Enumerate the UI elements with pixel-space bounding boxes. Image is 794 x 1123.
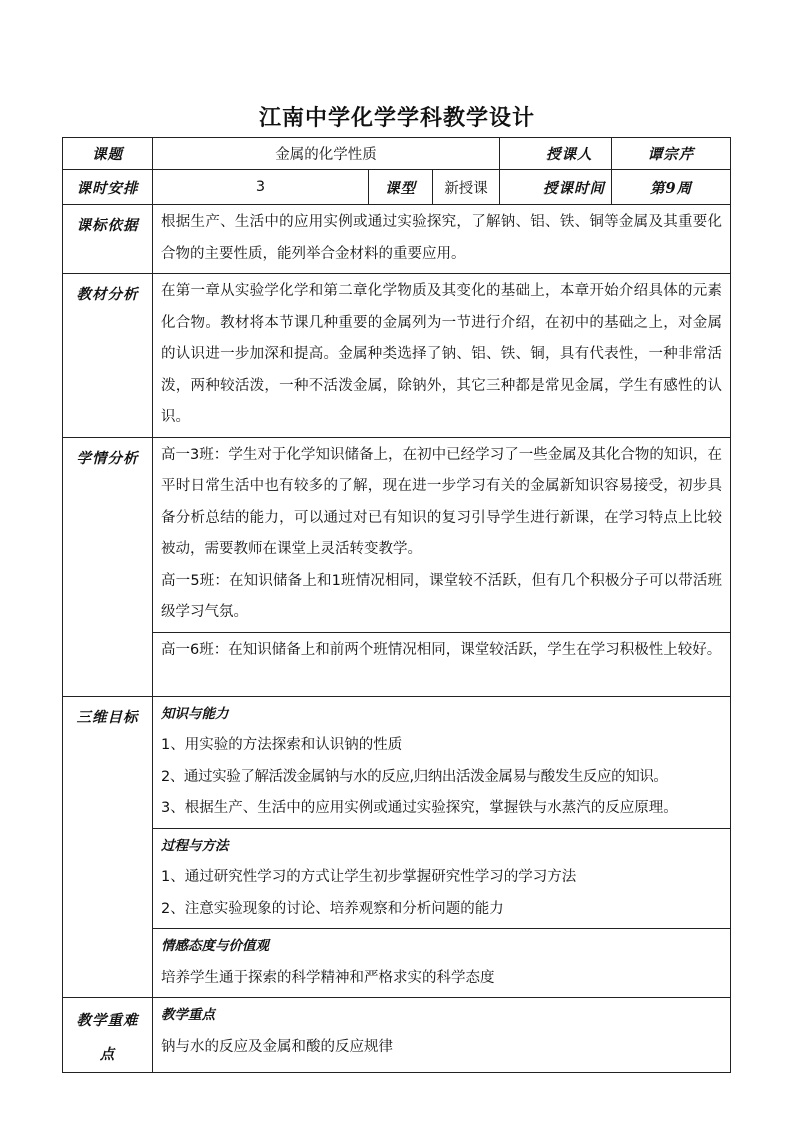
teacher-label: 授课人 bbox=[528, 138, 612, 170]
row-standards bbox=[63, 205, 731, 274]
teacher-value: 谭宗芹 bbox=[612, 138, 731, 170]
attitude-item-1: 培养学生通于探索的科学精神和严格求实的科学态度 bbox=[161, 969, 495, 986]
keypoints-cell bbox=[153, 998, 731, 1073]
keypoints-label: 教学重难点 bbox=[63, 998, 153, 1073]
periods-label: 课时安排 bbox=[63, 170, 153, 205]
process-item-2: 2、注意实验现象的讨论、培养观察和分析问题的能力 bbox=[161, 900, 504, 917]
standards-text: 根据生产、生活中的应用实例或通过实验探究，了解钠、铝、铁、铜等金属及其重要化合物的主要性质，能列举合金材料的重要应用。 bbox=[153, 205, 731, 274]
students-label: 学情分析 bbox=[63, 437, 153, 696]
attitude-heading: 情感态度与价值观 bbox=[161, 938, 269, 954]
students-class5-text: 高一5班：在知识储备上和1班情况相同，课堂较不活跃，但有几个积极分子可以带活班级学习气氛。 bbox=[161, 572, 723, 620]
time-label: 授课时间 bbox=[500, 170, 612, 205]
keypoints-text: 钠与水的反应及金属和酸的反应规律 bbox=[161, 1038, 393, 1055]
row-textbook bbox=[63, 274, 731, 438]
students-class3-5-cell bbox=[153, 437, 731, 632]
type-value: 新授课 bbox=[433, 170, 500, 205]
knowledge-item-1: 1、用实验的方法探索和认识钠的性质 bbox=[161, 737, 403, 753]
row-topic bbox=[63, 138, 731, 170]
goals-knowledge-cell bbox=[153, 696, 731, 828]
row-students-3-5 bbox=[63, 437, 731, 632]
knowledge-item-3: 3、根据生产、生活中的应用实例或通过实验探究，掌握铁与水蒸汽的反应原理。 bbox=[161, 800, 678, 816]
periods-value: 3 bbox=[153, 170, 369, 205]
standards-label: 课标依据 bbox=[63, 205, 153, 274]
goals-label: 三维目标 bbox=[63, 696, 153, 998]
row-goals-attitude bbox=[63, 929, 731, 998]
process-heading: 过程与方法 bbox=[161, 837, 229, 854]
goals-process-cell bbox=[153, 828, 731, 929]
students-class6-text: 高一6班：在知识储备上和前两个班情况相同，课堂较活跃，学生在学习积极性上较好。 bbox=[153, 632, 731, 696]
topic-label: 课题 bbox=[63, 138, 153, 170]
textbook-text: 在第一章从实验学化学和第二章化学物质及其变化的基础上，本章开始介绍具体的元素化合物。教材将本节课几种重要的金属列为一节进行介绍，在初中的基础之上，对金属的认识进一步加深和提高。金属种类选择了钠、铝、铁、铜，具有代表性，一种非常活泼，两种较活泼，一种不活泼金属，除钠外，其它三种都是常见金属，学生有感性的认识。 bbox=[153, 274, 731, 438]
row-keypoints bbox=[63, 998, 731, 1073]
goals-attitude-cell bbox=[153, 929, 731, 998]
row-goals-knowledge bbox=[63, 696, 731, 828]
keypoints-heading: 教学重点 bbox=[161, 1007, 215, 1023]
process-item-1: 1、通过研究性学习的方式让学生初步掌握研究性学习的学习方法 bbox=[161, 869, 577, 885]
topic-value: 金属的化学性质 bbox=[153, 138, 500, 170]
lesson-plan-table bbox=[62, 137, 731, 1073]
knowledge-heading: 知识与能力 bbox=[161, 705, 229, 722]
type-label: 课型 bbox=[369, 170, 433, 205]
row-schedule bbox=[63, 170, 731, 205]
time-value: 第9周 bbox=[612, 170, 731, 205]
document-title: 江南中学化学学科教学设计 bbox=[258, 105, 535, 131]
textbook-label: 教材分析 bbox=[63, 274, 153, 438]
row-goals-process bbox=[63, 828, 731, 929]
row-students-6 bbox=[63, 632, 731, 696]
students-class3-text: 高一3班：学生对于化学知识储备上，在初中已经学习了一些金属及其化合物的知识，在平时日常生活中也有较多的了解，现在进一步学习有关的金属新知识容易接受，初步具备分析总结的能力，可以通过对已有知识的复习引导学生进行新课，在学习特点上比较被动，需要教师在课堂上灵活转变教学。 bbox=[161, 446, 723, 557]
knowledge-item-2: 2、通过实验了解活泼金属钠与水的反应,归纳出活泼金属易与酸发生反应的知识。 bbox=[161, 768, 668, 785]
